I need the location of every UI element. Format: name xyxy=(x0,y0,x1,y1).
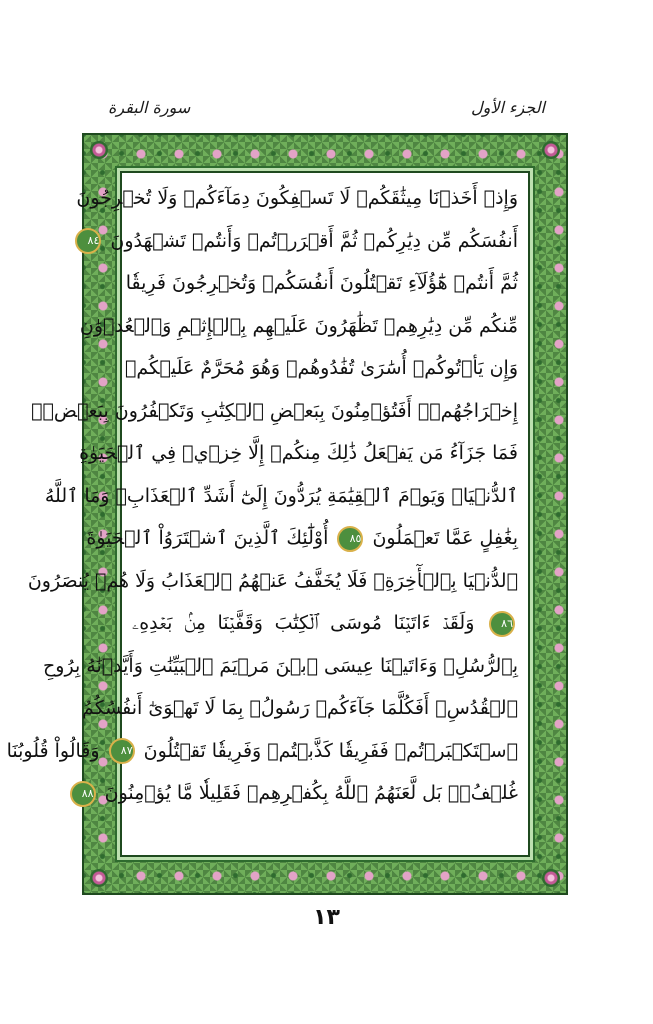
ornamental-frame xyxy=(6,133,568,895)
text-line xyxy=(31,390,518,433)
text-panel xyxy=(6,171,530,857)
flower-ornament-icon xyxy=(90,869,108,887)
text-line xyxy=(43,645,518,688)
text-line xyxy=(125,347,518,390)
text-line xyxy=(79,305,518,348)
verse-text: إِخۡرَاجُهُمۡۚ أَفَتُؤۡمِنُونَ بِبَعۡضِ ٱلۡكِتَٰبِ وَتَكۡفُرُونَ بِبَعۡضٖۚ xyxy=(31,399,518,422)
verse-text: وَإِن يَأۡتُوكُمۡ أُسَٰرَىٰ تُفَٰدُوهُمۡ وَهُوَ مُحَرَّمٌ عَلَيۡكُمۡ xyxy=(125,357,518,379)
ayah-number-marker: ٨٨ xyxy=(70,781,96,807)
text-line xyxy=(87,220,518,263)
verse-text: وَإِذۡ أَخَذۡنَا مِيثَٰقَكُمۡ لَا تَسۡفِكُونَ دِمَآءَكُمۡ وَلَا تُخۡرِجُونَ xyxy=(76,187,518,209)
text-line xyxy=(86,517,518,560)
verse-text: غُلۡفُۢۚ بَل لَّعَنَهُمُ ٱللَّهُ بِكُفۡرِهِمۡ فَقَلِيلٗا مَّا يُؤۡمِنُونَ xyxy=(104,782,518,804)
flower-ornament-icon xyxy=(542,869,560,887)
verse-text: أُوْلَٰٓئِكَ ٱلَّذِينَ ٱشۡتَرَوُاْ ٱلۡحَيَوٰةَ xyxy=(86,527,329,549)
text-line xyxy=(76,177,518,220)
verse-text: وَقَالُواْ قُلُوبُنَا xyxy=(6,739,100,762)
verse-text: مِّنكُم مِّن دِيَٰرِهِمۡ تَظَٰهَرُونَ عَلَيۡهِم بِٱلۡإِثۡمِ وَٱلۡعُدۡوَٰنِ xyxy=(79,314,518,337)
verse-text: ٱلۡقُدُسِۗ أَفَكُلَّمَا جَآءَكُمۡ رَسُولُۢ بِمَا لَا تَهۡوَىٰٓ أَنفُسُكُمُ xyxy=(82,697,518,719)
verse-text: بِغَٰفِلٍ عَمَّا تَعۡمَلُونَ xyxy=(372,527,518,549)
text-line xyxy=(125,262,518,305)
text-line xyxy=(6,730,518,773)
ayah-number-marker: ٨٤ xyxy=(75,228,101,254)
text-line xyxy=(27,560,518,603)
ayah-number-marker: ٨٥ xyxy=(337,526,363,552)
page-number: ١٣ xyxy=(313,905,340,930)
verse-text: فَمَا جَزَآءُ مَن يَفۡعَلُ ذَٰلِكَ مِنكُمۡ إِلَّا خِزۡيٞ فِي ٱلۡحَيَوٰةِ xyxy=(79,442,518,464)
verse-text: ثُمَّ أَنتُمۡ هَٰٓؤُلَآءِ تَقۡتُلُونَ أَنفُسَكُمۡ وَتُخۡرِجُونَ فَرِيقٗا xyxy=(125,272,518,294)
verse-text: بِٱلرُّسُلِۖ وَءَاتَيۡنَا عِيسَى ٱبۡنَ مَرۡيَمَ ٱلۡبَيِّنَٰتِ وَأَيَّدۡنَٰهُ بِرُوحِ xyxy=(43,654,518,677)
verse-text: ٱسۡتَكۡبَرۡتُمۡ فَفَرِيقٗا كَذَّبۡتُمۡ وَفَرِيقٗا تَقۡتُلُونَ xyxy=(143,739,518,762)
text-line xyxy=(82,687,518,730)
surah-title: سورة البقرة xyxy=(108,98,191,117)
ayah-number-marker: ٨٦ xyxy=(489,611,515,637)
juz-title: الجزء الأول xyxy=(470,98,545,117)
verse-text: أَنفُسَكُم مِّن دِيَٰرِكُمۡ ثُمَّ أَقۡرَرۡتُمۡ وَأَنتُمۡ تَشۡهَدُونَ xyxy=(110,229,518,252)
verse-text: ٱلدُّنۡيَا بِٱلۡأٓخِرَةِۖ فَلَا يُخَفَّفُ عَنۡهُمُ ٱلۡعَذَابُ وَلَا هُمۡ يُنصَرُونَ xyxy=(27,569,518,592)
verse-text: ٱلدُّنۡيَاۖ وَيَوۡمَ ٱلۡقِيَٰمَةِ يُرَدُّونَ إِلَىٰٓ أَشَدِّ ٱلۡعَذَابِۗ وَمَا ٱللَّهُ xyxy=(44,484,518,507)
flower-ornament-icon xyxy=(542,141,560,159)
text-line xyxy=(132,602,518,645)
page-header xyxy=(108,98,545,128)
verse-text: وَلَقَدۡ ءَاتَيۡنَا مُوسَى ٱلۡكِتَٰبَ وَقَفَّيۡنَا مِنۢ بَعۡدِهِۦ xyxy=(132,612,475,634)
text-line xyxy=(81,772,518,815)
ayah-number-marker: ٨٧ xyxy=(109,738,135,764)
text-line xyxy=(79,432,518,475)
text-line xyxy=(44,475,518,518)
flower-ornament-icon xyxy=(90,141,108,159)
quran-text xyxy=(6,177,518,851)
